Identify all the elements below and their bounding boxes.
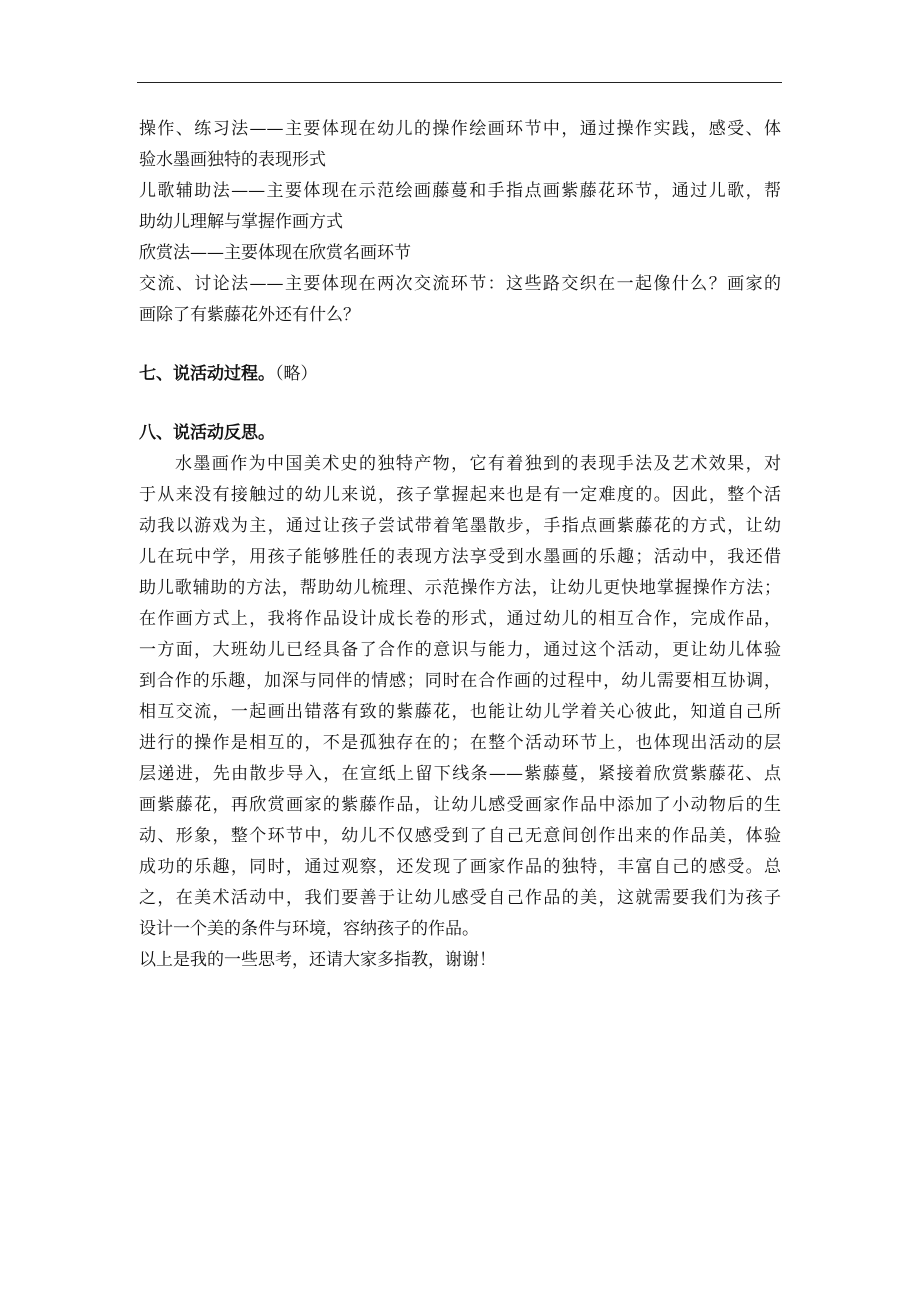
- text-line: 成功的乐趣，同时，通过观察，还发现了画家作品的独特，丰富自己的感受。总: [139, 857, 781, 877]
- header-rule: [137, 82, 782, 83]
- text-line: 欣赏法——主要体现在欣赏名画环节: [139, 243, 411, 263]
- spacer: [139, 390, 789, 418]
- text-line: 到合作的乐趣，加深与同伴的情感；同时在合作画的过程中，幼儿需要相互协调，: [139, 671, 781, 691]
- text-line: 相互交流，一起画出错落有致的紫藤花，也能让幼儿学着关心彼此，知道自己所: [139, 702, 781, 722]
- text-line: 助幼儿理解与掌握作画方式: [139, 212, 343, 232]
- spacer: [139, 331, 789, 359]
- method-operation-practice: [139, 114, 789, 176]
- section-8-title: 八、说活动反思。: [139, 423, 275, 443]
- text-line: 验水墨画独特的表现形式: [139, 150, 326, 170]
- closing-line: 以上是我的一些思考，还请大家多指教，谢谢！: [139, 950, 496, 970]
- section-8-heading: [139, 418, 789, 449]
- section-7-note: （略）: [275, 364, 318, 384]
- text-line: 儿歌辅助法——主要体现在示范绘画藤蔓和手指点画紫藤花环节，通过儿歌，帮: [139, 181, 781, 201]
- text-line: 交流、讨论法——主要体现在两次交流环节：这些路交织在一起像什么？画家的: [139, 274, 781, 294]
- text-line: 画除了有紫藤花外还有什么？: [139, 305, 360, 325]
- text-line: 于从来没有接触过的幼儿来说，孩子掌握起来也是有一定难度的。因此，整个活: [139, 485, 781, 505]
- text-line: 水墨画作为中国美术史的独特产物，它有着独到的表现手法及艺术效果，对: [175, 454, 781, 474]
- section-8-body: [139, 449, 789, 976]
- document-body: [139, 114, 789, 976]
- text-line: 动我以游戏为主，通过让孩子尝试带着笔墨散步，手指点画紫藤花的方式，让幼: [139, 516, 781, 536]
- text-line: 层递进，先由散步导入，在宣纸上留下线条——紫藤蔓，紧接着欣赏紫藤花、点: [139, 764, 781, 784]
- text-line: 画紫藤花，再欣赏画家的紫藤作品，让幼儿感受画家作品中添加了小动物后的生: [139, 795, 781, 815]
- text-line: 一方面，大班幼儿已经具备了合作的意识与能力，通过这个活动，更让幼儿体验: [139, 640, 781, 660]
- method-nursery-rhyme: [139, 176, 789, 238]
- text-line: 动、形象，整个环节中，幼儿不仅感受到了自己无意间创作出来的作品美，体验: [139, 826, 781, 846]
- text-line: 助儿歌辅助的方法，帮助幼儿梳理、示范操作方法，让幼儿更快地掌握操作方法；: [139, 578, 781, 598]
- text-line: 之，在美术活动中，我们要善于让幼儿感受自己作品的美，这就需要我们为孩子: [139, 888, 781, 908]
- text-line: 操作、练习法——主要体现在幼儿的操作绘画环节中，通过操作实践，感受、体: [139, 119, 781, 139]
- text-line: 儿在玩中学，用孩子能够胜任的表现方法享受到水墨画的乐趣；活动中，我还借: [139, 547, 781, 567]
- text-line: 设计一个美的条件与环境，容纳孩子的作品。: [139, 919, 479, 939]
- method-discussion: [139, 269, 789, 331]
- section-7-heading: [139, 359, 789, 390]
- text-line: 在作画方式上，我将作品设计成长卷的形式，通过幼儿的相互合作，完成作品，: [139, 609, 781, 629]
- method-appreciation: [139, 238, 789, 269]
- text-line: 进行的操作是相互的，不是孤独存在的；在整个活动环节上，也体现出活动的层: [139, 733, 781, 753]
- section-7-title: 七、说活动过程。: [139, 364, 275, 384]
